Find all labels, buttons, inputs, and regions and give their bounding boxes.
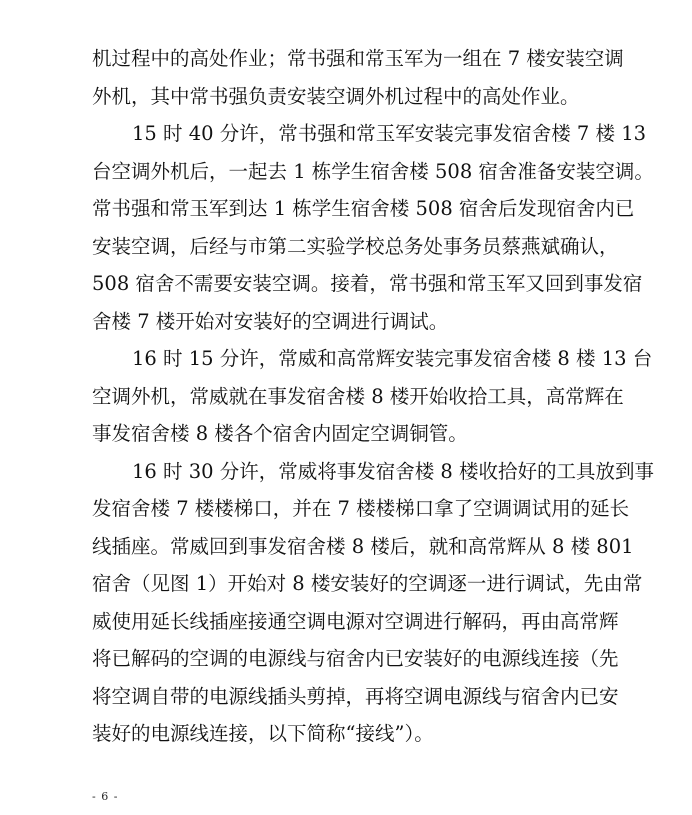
text-line: 常书强和常玉军到达 1 栋学生宿舍楼 508 宿舍后发现宿舍内已 — [92, 197, 635, 220]
text-line: 威使用延长线插座接通空调电源对空调进行解码，再由高常辉 — [92, 609, 619, 633]
text-line: 将空调自带的电源线插头剪掉，再将空调电源线与宿舍内已安 — [92, 684, 619, 708]
body-text — [92, 40, 655, 753]
text-line: 508 宿舍不需要安装空调。接着，常书强和常玉军又回到事发宿 — [92, 272, 643, 295]
text-line: 机过程中的高处作业；常书强和常玉军为一组在 7 楼安装空调 — [92, 47, 624, 70]
text-line: 线插座。常威回到事发宿舍楼 8 楼后，就和高常辉从 8 楼 801 — [92, 534, 634, 558]
text-line: 装好的电源线连接，以下简称“接线”）。 — [92, 722, 434, 745]
text-line: 舍楼 7 楼开始对安装好的空调进行调试。 — [92, 309, 449, 333]
text-line: 16 时 30 分许，常威将事发宿舍楼 8 楼收拾好的工具放到事 — [132, 459, 655, 483]
text-line: 台空调外机后，一起去 1 栋学生宿舍楼 508 宿舍准备安装空调。 — [92, 159, 654, 183]
text-line: 16 时 15 分许，常威和高常辉安装完事发宿舍楼 8 楼 13 台 — [132, 347, 653, 370]
page-number: - 6 - — [92, 790, 119, 803]
text-line: 空调外机，常威就在事发宿舍楼 8 楼开始收拾工具，高常辉在 — [92, 384, 624, 408]
text-line: 事发宿舍楼 8 楼各个宿舍内固定空调铜管。 — [92, 422, 468, 445]
text-line: 15 时 40 分许，常书强和常玉军安装完事发宿舍楼 7 楼 13 — [132, 122, 647, 145]
text-line: 将已解码的空调的电源线与宿舍内已安装好的电源线连接（先 — [92, 647, 619, 670]
text-line: 宿舍（见图 1）开始对 8 楼安装好的空调逐一进行调试，先由常 — [92, 572, 643, 595]
text-line: 外机，其中常书强负责安装空调外机过程中的高处作业。 — [92, 84, 580, 108]
text-line: 安装空调，后经与市第二实验学校总务处事务员蔡燕斌确认， — [92, 234, 619, 258]
text-line: 发宿舍楼 7 楼楼梯口，并在 7 楼楼梯口拿了空调调试用的延长 — [92, 497, 630, 520]
